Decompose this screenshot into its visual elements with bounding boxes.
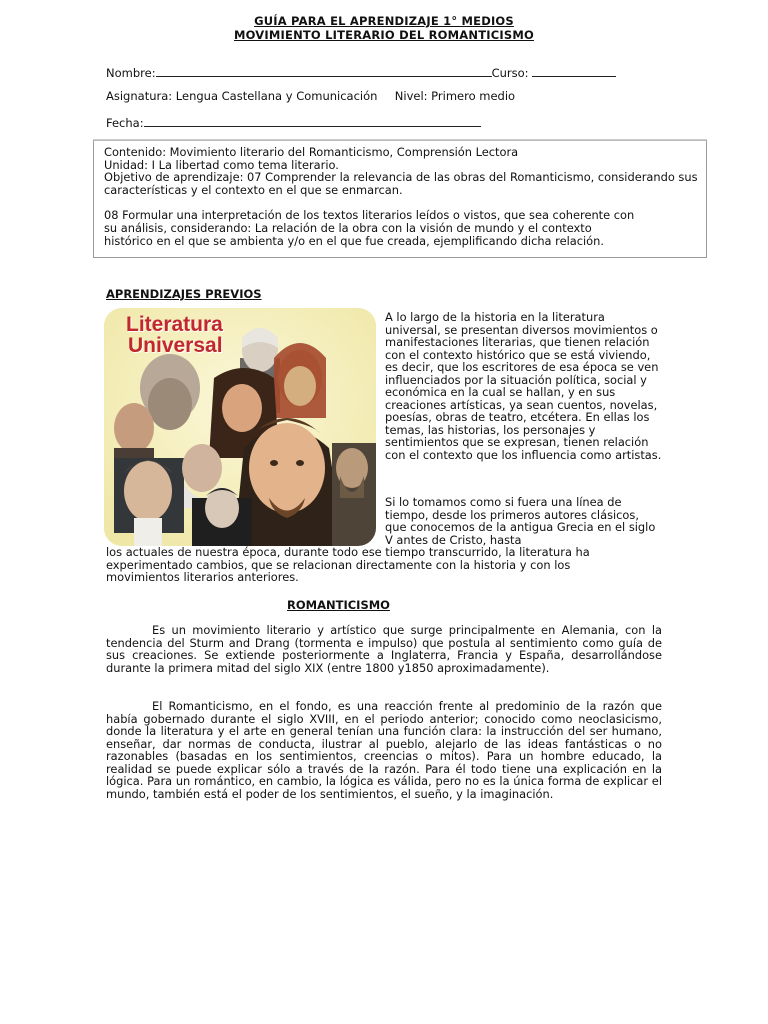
asignatura-value: Lengua Castellana y Comunicación [175, 89, 378, 103]
title-line-2: MOVIMIENTO LITERARIO DEL ROMANTICISMO [234, 28, 534, 42]
curso-field[interactable] [532, 64, 616, 77]
nivel-label: Nivel: [394, 89, 428, 103]
oa08-line-2: su análisis, considerando: La relación de la obra con la visión de mundo y el contexto [104, 220, 592, 235]
contenido-text: Contenido: Movimiento literario del Romanticismo, Comprensión Lectora [104, 145, 519, 159]
nombre-label: Nombre: [106, 66, 156, 80]
nombre-field[interactable] [156, 64, 492, 77]
asignatura-row [106, 89, 515, 103]
unidad-text: Unidad: I La libertad como tema literario. [104, 157, 339, 172]
aprendizajes-para-1: A lo largo de la historia en la literatura universal, se presentan diversos movimientos o manifestaciones literarias, que tienen relación con el contexto histórico que se está viviendo, es decir, que los escritores de esa época se ven influenciados por la situación política, social y económica en la cual se hallan, y en sus creaciones artísticas, ya sean cuentos, novelas, poesías, obras de teatro, etcétera. En ellas los temas, las historias, los personajes y sentimientos que se expresan, tienen relación con el contexto que los influencia como artistas. [385, 310, 662, 462]
curso-label: Curso: [491, 66, 529, 80]
romanticismo-para-1: Es un movimiento literario y artístico que surge principalmente en Alemania, con la tendencia del Sturm and Drang (tormenta e impulso) que postula al sentimiento como guía de sus creaciones. Se extiende posteriormente a Inglaterra, Francia y España, desarrollándose durante la primera mitad del siglo XIX (entre 1800 y1850 aproximadamente). [106, 623, 662, 675]
aprendizajes-heading: APRENDIZAJES PREVIOS [106, 287, 262, 301]
aprendizajes-para-2-full: los actuales de nuestra época, durante todo ese tiempo transcurrido, la literatura ha experimentado cambios, que se relacionan directamente con la historia y con los movimientos literarios anteriores. [106, 545, 590, 584]
oa08-line-1: 08 Formular una interpretación de los textos literarios leídos o vistos, que sea coherente con [104, 208, 635, 223]
romanticismo-heading: ROMANTICISMO [287, 598, 390, 612]
romanticismo-para-2: El Romanticismo, en el fondo, es una reacción frente al predominio de la razón que había gobernado durante el siglo XVIII, en el periodo anterior; conocido como neoclasicismo, donde la literatura y el arte en general tenían una función clara: la instrucción del ser humano, enseñar, dar normas de conducta, ilustrar al pueblo, alejarlo de las ideas fantásticas o no razonables (basadas en los sentimientos, creencias o mitos). Para un hombre educado, la realidad se puede explicar sólo a través de la razón. Para él todo tiene una explicación en la lógica. Para un romántico, en cambio, la lógica es válida, pero no es la única forma de explicar el mundo, también está el poder de los sentimientos, el sueño, y la imaginación. [106, 699, 662, 801]
title-line-1: GUÍA PARA EL APRENDIZAJE 1° MEDIOS [254, 14, 514, 28]
image-caption [126, 314, 223, 356]
nivel-value: Primero medio [431, 89, 516, 103]
image-caption-line-2: Universal [128, 334, 223, 357]
literatura-universal-image [104, 308, 376, 546]
image-caption-line-1: Literatura [126, 313, 223, 336]
asignatura-label: Asignatura: [106, 89, 173, 103]
nombre-row [106, 64, 616, 80]
fecha-label: Fecha: [106, 116, 144, 130]
aprendizajes-para-2-side: Si lo tomamos como si fuera una línea de tiempo, desde los primeros autores clásicos, que conocemos de la antigua Grecia en el siglo V antes de Cristo, hasta [385, 495, 656, 547]
objetivo-text: Objetivo de aprendizaje: 07 Comprender la relevancia de las obras del Romanticismo, considerando sus características y el contexto en el que se enmarcan. [104, 170, 698, 197]
oa08-line-3: histórico en el que se ambienta y/o en el que fue creada, ejemplificando dicha relación. [104, 233, 604, 248]
fecha-row [106, 114, 481, 130]
info-box [93, 140, 707, 258]
fecha-field[interactable] [144, 114, 481, 127]
